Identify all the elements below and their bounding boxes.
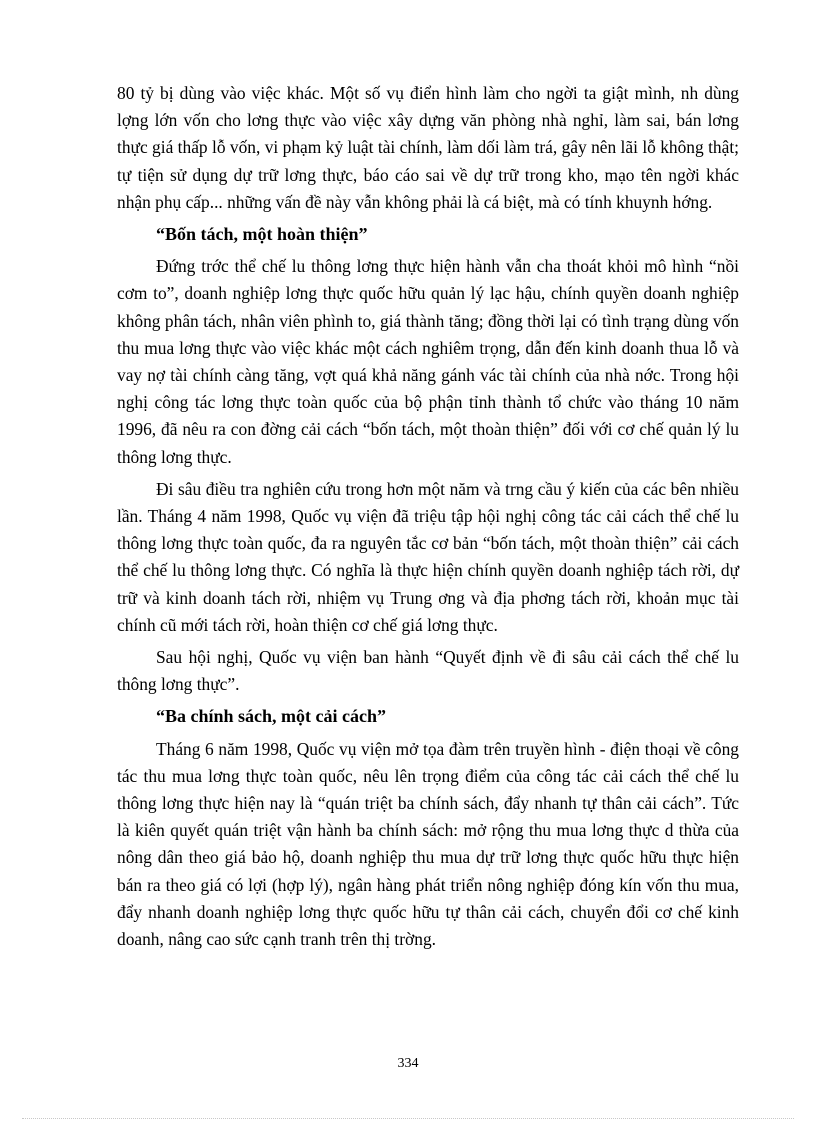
- document-body: [117, 80, 739, 958]
- page-number: 334: [397, 1056, 419, 1071]
- page-bottom-divider: [22, 1118, 794, 1119]
- section-heading-ba-chinh-sach: “Ba chính sách, một cải cách”: [156, 706, 387, 727]
- section-heading-bon-tach: “Bốn tách, một hoàn thiện”: [156, 224, 368, 245]
- paragraph-bon-tach-decision: Sau hội nghị, Quốc vụ viện ban hành “Quyết định về đi sâu cải cách thể chế lu thông lơng thực”.: [117, 647, 739, 695]
- paragraph-bon-tach-background: Đứng trớc thể chế lu thông lơng thực hiện hành vẫn cha thoát khỏi mô hình “nồi cơm to”, doanh nghiệp lơng thực quốc hữu quản lý lạc hậu, chính quyền doanh nghiệp không phân tách, nhân viên phình to, giá thành tăng; đồng thời lại có tình trạng dùng vốn thu mua lơng thực vào việc khác một cách nghiêm trọng, dẫn đến kinh doanh thua lỗ và vay nợ tài chính càng tăng, vợt quá khả năng gánh vác tài chính của nhà nớc. Trong hội nghị công tác lơng thực toàn quốc của bộ phận tỉnh thành tổ chức vào tháng 10 năm 1996, đã nêu ra con đờng cải cách “bốn tách, một thoàn thiện” đối với cơ chế quản lý lu thông lơng thực.: [117, 256, 739, 467]
- paragraph-bon-tach-research: Đi sâu điều tra nghiên cứu trong hơn một năm và trng cầu ý kiến của các bên nhiều lần. Tháng 4 năm 1998, Quốc vụ viện đã triệu tập hội nghị công tác cải cách thể chế lu thông lơng thực toàn quốc, đa ra nguyên tắc cơ bản “bốn tách, một thoàn thiện” cải cách thể chế lu thông lơng thực. Có nghĩa là thực hiện chính quyền doanh nghiệp tách rời, dự trữ và kinh doanh tách rời, nhiệm vụ Trung ơng và địa phơng tách rời, khoản mục tài chính cũ mới tách rời, hoàn thiện cơ chế giá lơng thực.: [117, 478, 739, 635]
- paragraph-intro: 80 tỷ bị dùng vào việc khác. Một số vụ điển hình làm cho ngời ta giật mình, nh dùng lợng lớn vốn cho lơng thực vào việc xây dựng văn phòng nhà nghỉ, làm sai, bán lơng thực giá thấp lỗ vốn, vi phạm kỷ luật tài chính, làm dối làm trá, gây nên lãi lỗ không thật; tự tiện sử dụng dự trữ lơng thực, báo cáo sai về dự trữ trong kho, mạo tên ngời khác nhận phụ cấp... những vấn đề này vẫn không phải là cá biệt, mà có tính khuynh hớng.: [117, 83, 739, 212]
- paragraph-ba-chinh-sach: Tháng 6 năm 1998, Quốc vụ viện mở tọa đàm trên truyền hình - điện thoại về công tác thu mua lơng thực toàn quốc, nêu lên trọng điểm của công tác cải cách thể chế lu thông lơng thực hiện nay là “quán triệt ba chính sách, đẩy nhanh tự thân cải cách”. Tức là kiên quyết quán triệt vận hành ba chính sách: mở rộng thu mua lơng thực d thừa của nông dân theo giá bảo hộ, doanh nghiệp thu mua dự trữ lơng thực quốc hữu thực hiện bán ra theo giá có lợi (hợp lý), ngân hàng phát triển nông nghiệp đóng kín vốn thu mua, đẩy nhanh doanh nghiệp lơng thực quốc hữu tự thân cải cách, chuyển đổi cơ chế kinh doanh, nâng cao sức cạnh tranh trên thị trờng.: [117, 738, 739, 950]
